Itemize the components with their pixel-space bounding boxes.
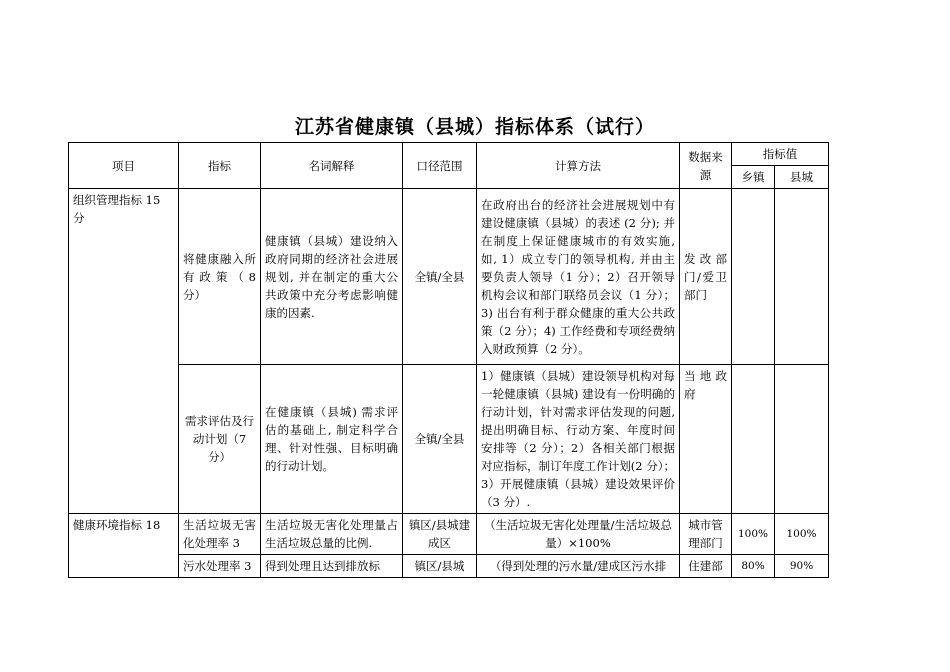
row-indicator: 需求评估及行动计划（7 分） (179, 365, 261, 514)
header-county: 县城 (775, 166, 829, 189)
row-project: 组织管理指标 15 分 (69, 189, 179, 514)
header-source: 数据来源 (680, 143, 732, 189)
table-row (69, 365, 829, 514)
header-row (69, 143, 829, 166)
header-method: 计算方法 (477, 143, 680, 189)
row-scope: 全镇/全县 (403, 189, 477, 365)
row-method: （生活垃圾无害化处理量/生活垃圾总量）×100% (477, 514, 680, 555)
row-method: （得到处理的污水量/建成区污水排 (477, 555, 680, 578)
table-row (69, 189, 829, 365)
row-scope: 镇区/县城建成区 (403, 514, 477, 555)
row-source: 住建部 (680, 555, 732, 578)
row-project: 健康环境指标 18 (69, 514, 179, 578)
row-definition: 得到处理且达到排放标 (261, 555, 403, 578)
row-source: 城市管理部门 (680, 514, 732, 555)
row-town-value: 100% (732, 514, 775, 555)
table-row (69, 514, 829, 555)
row-method: 1）健康镇（县城）建设领导机构对每一轮健康镇（县城) 建设有一份明确的行动计划，针对需求评估发现的问题, 提出明确目标、行动方案、年度时间安排等（2 分）；2）各相关部门根据对应指标，制订年度工作计划(2 分）；3）开展健康镇（县城）建设效果评价（3 分）. (477, 365, 680, 514)
row-scope: 镇区/县城 (403, 555, 477, 578)
row-source: 发改部门/爱卫部门 (680, 189, 732, 365)
row-county-value: 100% (775, 514, 829, 555)
row-method: 在政府出台的经济社会进展规划中有建设健康镇（县城）的表述 (2 分); 并在制度上保证健康城市的有效实施, 如, 1）成立专门的领导机构, 并由主要负责人领导（1 分）；2）召开领导机构会议和部门联络员会议（1 分）；3) 出台有利于群众健康的重大公共政策（2 分）；4) 工作经费和专项经费纳入财政预算（2 分）。 (477, 189, 680, 365)
row-indicator: 将健康融入所有政策（8 分） (179, 189, 261, 365)
row-indicator: 生活垃圾无害化处理率 3 (179, 514, 261, 555)
row-definition: 在健康镇（县城) 需求评估的基础上, 制定科学合理、针对性强、目标明确的行动计划。 (261, 365, 403, 514)
row-source: 当地政府 (680, 365, 732, 514)
row-definition: 健康镇（县城）建设纳入政府同期的经济社会进展规划, 并在制定的重大公共政策中充分考虑影响健康的因素. (261, 189, 403, 365)
row-definition: 生活垃圾无害化处理量占生活垃圾总量的比例. (261, 514, 403, 555)
row-scope: 全镇/全县 (403, 365, 477, 514)
row-town-value (732, 365, 775, 514)
header-target: 指标值 (732, 143, 829, 166)
row-county-value: 90% (775, 555, 829, 578)
row-county-value (775, 189, 829, 365)
indicator-table (68, 142, 829, 578)
table-row (69, 555, 829, 578)
row-county-value (775, 365, 829, 514)
header-project: 项目 (69, 143, 179, 189)
row-town-value (732, 189, 775, 365)
header-town: 乡镇 (732, 166, 775, 189)
document-title: 江苏省健康镇（县城）指标体系（试行） (294, 116, 655, 138)
header-indicator: 指标 (179, 143, 261, 189)
row-town-value: 80% (732, 555, 775, 578)
row-indicator: 污水处理率 3 (179, 555, 261, 578)
header-scope: 口径范围 (403, 143, 477, 189)
header-definition: 名词解释 (261, 143, 403, 189)
